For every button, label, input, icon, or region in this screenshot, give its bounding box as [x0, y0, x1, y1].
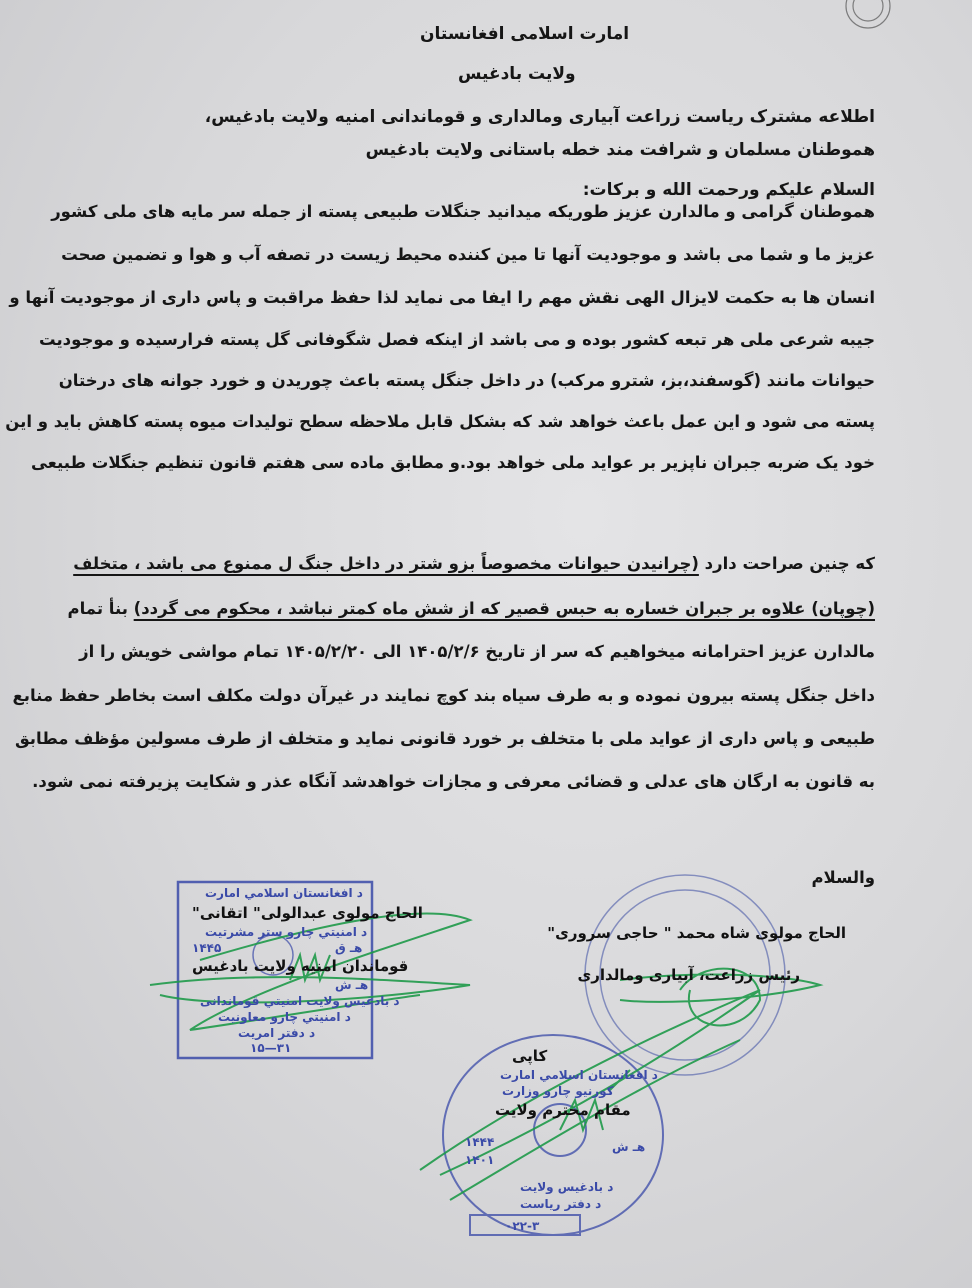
- circle-stamp-text: د دفتر ریاست: [520, 1197, 602, 1211]
- penalty-continuation: بنأ تمام: [67, 599, 134, 618]
- circle-stamp-text: کورنیو چارو وزارت: [502, 1084, 614, 1098]
- emblem-icon: [846, 0, 890, 28]
- body-line: انسان ها به حکمت لایزال الهی نقش مهم را ایفا می نماید لذا حفظ مراقبت و پاس داری از موجودیت آنها و: [9, 288, 875, 307]
- circle-stamp-text: د افغانستان اسلامي امارت: [500, 1068, 658, 1082]
- body-line: هموطنان گرامی و مالدارن عزیز طوریکه میدانید جنگلات طبیعی پسته از جمله سر مایه های ملی کشور: [51, 202, 875, 221]
- police-chief-name: الحاج مولوی عبدالولی" اتقانی": [192, 904, 423, 922]
- rect-stamp-text: د دفتر امریت: [238, 1026, 316, 1040]
- agriculture-director-name: الحاج مولوی شاه محمد " حاجی سروری": [547, 924, 846, 942]
- body-line: به قانون به ارگان های عدلی و قضائی معرفی و مجازات خواهدشد آنگاه عذر و شکایت پزیرفته نمی شود.: [32, 772, 875, 791]
- law-intro: که چنین صراحت دارد: [698, 554, 875, 573]
- copy-recipient: مقام محترم ولایت: [495, 1101, 631, 1119]
- rect-stamp-year: ۱۴۴۵: [192, 941, 222, 955]
- circle-stamp-text: هـ ش: [612, 1140, 646, 1154]
- body-line: طبیعی و پاس داری از عواید ملی با متخلف بر خورد قانونی نماید و متخلف از طرف مسولین مؤظف مطابق: [14, 729, 875, 748]
- penalty-underlined: (چوپان) علاوه بر جبران خساره به حبس قصیر که از شش ماه کمتر نباشد ، محکوم می گردد): [133, 599, 875, 618]
- rect-stamp-text: د امنیتي چارو معاونیت: [218, 1010, 351, 1024]
- agriculture-director-title: رئیس زراعت، آبیاری ومالداری: [577, 966, 800, 984]
- body-line: پسته می شود و این عمل باعث خواهد شد که بشکل قابل ملاحظه سطح تولیدات میوه پسته کاهش باید و این: [5, 412, 875, 431]
- notice-addressee: هموطنان مسلمان و شرافت مند خطه باستانی ولایت بادغیس: [365, 140, 875, 160]
- header-province: ولایت بادغیس: [458, 64, 576, 84]
- body-line-dates: مالدارن عزیز احترامانه میخواهیم که سر از تاریخ ۱۴۰۵/۲/۶ الی ۱۴۰۵/۲/۲۰ تمام مواشی خویش را از: [79, 642, 875, 661]
- rect-stamp-text: د امنیتي چارو ستر مشرتیت: [205, 925, 368, 939]
- closing: والسلام: [811, 868, 875, 887]
- body-line: جیبه شرعی ملی هر تبعه کشور بوده و می باشد از اینکه فصل شگوفانی گل پسته فرارسیده و موجودیت: [39, 330, 875, 349]
- circle-stamp-number: ۰۲۲-۳: [505, 1219, 540, 1233]
- rect-stamp-text: د بادغیس ولایت امنیتي قوماندانی: [200, 994, 400, 1008]
- notice-subject: اطلاعه مشترک ریاست زراعت آبیاری ومالداری و قوماندانی امنیه ولایت بادغیس،: [204, 107, 875, 127]
- circle-stamp-year: ۱۴۰۱: [465, 1153, 495, 1167]
- circle-stamp-text: د بادغیس ولایت: [520, 1180, 614, 1194]
- header-emirate: امارت اسلامی افغانستان: [420, 24, 630, 44]
- body-line-law-quote: [73, 552, 875, 576]
- body-line: داخل جنگل پسته بیرون نموده و به طرف سیاه بند کوچ نمایند در غیرآن دولت مکلف است بخاطر حفظ منابع: [12, 686, 875, 705]
- rect-stamp-number: ۳۱—۱۵: [250, 1041, 292, 1055]
- greeting: السلام علیکم ورحمت الله و برکات:: [582, 180, 875, 200]
- circle-stamp-year: ۱۴۴۴: [465, 1135, 495, 1149]
- copy-label: کاپی: [512, 1047, 548, 1065]
- body-line: خود یک ضربه جبران ناپزیر بر عواید ملی خواهد بود.و مطابق ماده سی هفتم قانون تنظیم جنگلات طبیعی: [30, 453, 875, 472]
- body-line: حیوانات مانند (گوسفند،بز، شترو مرکب) در داخل جنگل پسته باعث چوریدن و خورد جوانه های درختان: [58, 371, 875, 390]
- rect-stamp-text: هـ ق: [335, 941, 363, 955]
- law-quote-underlined: (چرانیدن حیوانات مخصوصاً بزو شتر در داخل جنگ ل ممنوع می باشد ، متخلف: [73, 554, 699, 573]
- body-line-penalty: [67, 597, 875, 621]
- rect-stamp-text: هـ ش: [335, 978, 369, 992]
- rect-stamp-text: د افغانستان اسلامي امارت: [205, 886, 363, 900]
- body-line: عزیز ما و شما می باشد و موجودیت آنها تا مین کننده محیط زیست در تصفه آب و هوا و تضمین صحت: [61, 245, 875, 264]
- police-chief-title: قوماندان امنیه ولایت بادغیس: [192, 957, 409, 975]
